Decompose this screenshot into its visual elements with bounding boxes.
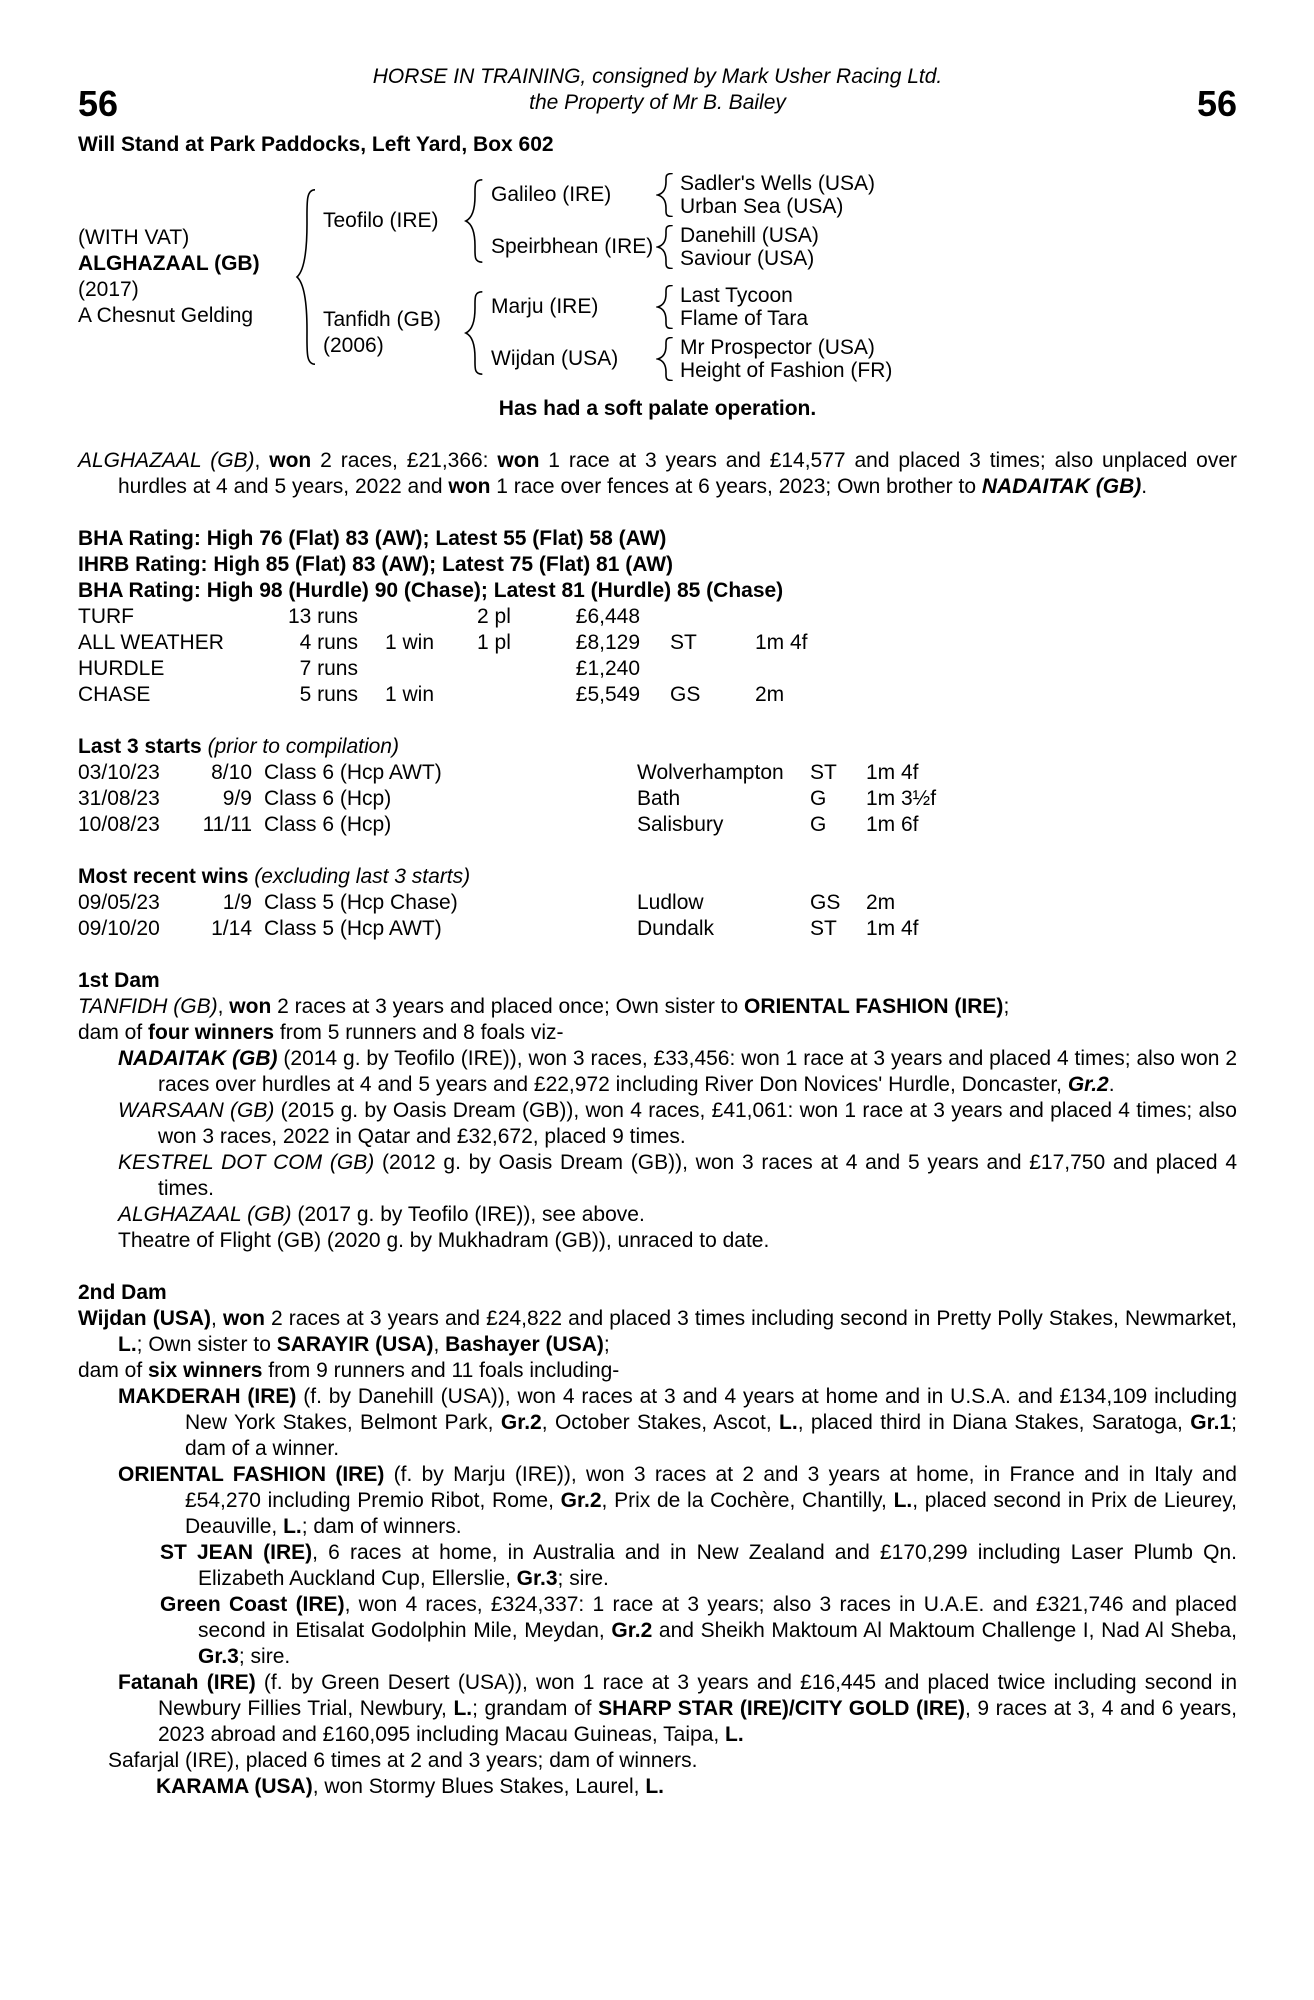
brace-icon (656, 173, 676, 217)
distance-cell: 1m 4f (866, 761, 919, 784)
going-cell: GS (670, 683, 701, 706)
surface-cell: ALL WEATHER (78, 631, 224, 654)
wins-cell (358, 604, 477, 630)
going-cell (640, 604, 755, 630)
going-cell: GS (810, 891, 841, 914)
section-title: Most recent wins (78, 865, 249, 888)
class-cell: Class 5 (Hcp Chase) (264, 891, 458, 914)
produce-summary-line: dam of four winners from 5 runners and 8 foals viz- (78, 1021, 564, 1044)
progeny-entry: WARSAAN (GB) (2015 g. by Oasis Dream (GB)), won 4 races, £41,061: won 1 race at 3 years and placed 4 times; also won 3 races, 2022 in Qatar and £32,672, placed 9 times. (118, 1099, 1237, 1148)
distance-cell (755, 656, 1237, 682)
distance-cell: 1m 6f (866, 813, 919, 836)
track-cell: Salisbury (637, 813, 724, 836)
great-grandparents (676, 172, 875, 218)
distance-cell: 1m 4f (866, 917, 919, 940)
surface-cell: CHASE (78, 683, 151, 706)
runs-cell: 5 runs (299, 683, 358, 706)
class-cell: Class 6 (Hcp) (264, 787, 392, 810)
last-3-starts-heading (78, 734, 1237, 760)
class-cell: Class 6 (Hcp AWT) (264, 761, 442, 784)
places-cell: 2 pl (477, 605, 511, 628)
brace-icon (656, 285, 676, 329)
brace-icon (464, 291, 486, 375)
track-cell: Ludlow (637, 891, 704, 914)
horse-name: ALGHAZAAL (GB) (78, 252, 260, 275)
runs-cell: 13 runs (287, 605, 358, 628)
date-cell: 09/10/20 (78, 917, 160, 940)
progeny-entry: KARAMA (USA), won Stormy Blues Stakes, Laurel, L. (156, 1775, 665, 1798)
most-recent-wins-table (78, 890, 1237, 942)
track-cell: Wolverhampton (637, 761, 784, 784)
rating-line: BHA Rating: High 98 (Hurdle) 90 (Chase); Latest 81 (Hurdle) 85 (Chase) (78, 579, 784, 602)
great-grandsire-name: Mr Prospector (USA) (680, 336, 875, 359)
great-grandparents (676, 284, 808, 330)
great-grandsire-name: Danehill (USA) (680, 224, 819, 247)
surface-cell: TURF (78, 605, 134, 628)
great-grandparents (676, 336, 892, 382)
lot-number-left: 56 (78, 83, 119, 124)
pedigree-parents (319, 172, 892, 382)
last-3-starts-section (78, 734, 1237, 838)
distance-cell: 2m (866, 891, 896, 914)
page-header (78, 64, 1237, 124)
progeny-entry: Theatre of Flight (GB) (2020 g. by Mukhadram (GB)), unraced to date. (118, 1229, 770, 1252)
earnings-cell: £5,549 (575, 683, 640, 706)
date-cell: 31/08/23 (78, 787, 160, 810)
brace-icon (464, 179, 486, 263)
date-cell: 03/10/23 (78, 761, 160, 784)
lot-number-right: 56 (1196, 83, 1237, 124)
dam-name: Tanfidh (GB) (323, 308, 441, 331)
distance-cell (755, 604, 1237, 630)
progeny-entry: ALGHAZAAL (GB) (2017 g. by Teofilo (IRE)), see above. (118, 1203, 645, 1226)
grandsire-group (486, 284, 892, 330)
section-title: Last 3 starts (78, 735, 202, 758)
dam-grandparents (486, 284, 892, 382)
most-recent-wins-section (78, 864, 1237, 942)
progeny-entry: ST JEAN (IRE), 6 races at home, in Australia and in New Zealand and £170,299 including Laser Plumb Qn. Elizabeth Auckland Cup, Ellerslie, Gr.3; sire. (160, 1541, 1237, 1590)
date-cell: 09/05/23 (78, 891, 160, 914)
places-cell (477, 656, 560, 682)
earnings-cell: £1,240 (575, 657, 640, 680)
race-summary-paragraph: ALGHAZAAL (GB), won 2 races, £21,366: won 1 race at 3 years and £14,577 and placed 3 times; also unplaced over hurdles at 4 and 5 years, 2022 and won 1 race over fences at 6 years, 2023; Own brother to NADAITAK (GB). (78, 449, 1237, 498)
wins-cell (358, 656, 477, 682)
great-grandparents (676, 224, 819, 270)
progeny-entry: KESTREL DOT COM (GB) (2012 g. by Oasis Dream (GB)), won 3 races at 4 and 5 years and £17,750 and placed 4 times. (118, 1151, 1237, 1200)
position-cell: 9/9 (222, 787, 252, 810)
sire-grandparents (486, 172, 875, 270)
position-cell: 11/11 (202, 813, 252, 836)
progeny-entry: NADAITAK (GB) (2014 g. by Teofilo (IRE)), won 3 races, £33,456: won 1 race at 3 years and placed 4 times; also won 2 races over hurdles at 4 and 5 years and £22,972 including River Don Novices' Hurdle, Doncaster, Gr.2. (118, 1047, 1237, 1096)
dam-record-paragraph: Wijdan (USA), won 2 races at 3 years and £24,822 and placed 3 times including second in Pretty Polly Stakes, Newmarket, L.; Own sister to SARAYIR (USA), Bashayer (USA); (78, 1307, 1237, 1356)
produce-summary-line: dam of six winners from 9 runners and 11 foals including- (78, 1359, 620, 1382)
progeny-entry: Fatanah (IRE) (f. by Green Desert (USA)), won 1 race at 3 years and £16,445 and placed twice including second in Newbury Fillies Trial, Newbury, L.; grandam of SHARP STAR (IRE)/CITY GOLD (IRE), 9 races at 3, 4 and 6 years, 2023 abroad and £160,095 including Macau Guineas, Taipa, L. (118, 1671, 1238, 1746)
going-cell: ST (670, 631, 697, 654)
distance-cell: 1m 3½f (866, 787, 937, 810)
going-cell: G (810, 813, 827, 836)
position-cell: 8/10 (211, 761, 252, 784)
progeny-entry: MAKDERAH (IRE) (f. by Danehill (USA)), won 4 races at 3 and 4 years at home and in U.S.A. and £134,109 including New York Stakes, Belmont Park, Gr.2, October Stakes, Ascot, L., placed third in Diana Stakes, Saratoga, Gr.1; dam of a winner. (118, 1385, 1237, 1460)
places-cell: 1 pl (477, 631, 511, 654)
granddam-group (486, 336, 892, 382)
going-cell: G (810, 787, 827, 810)
granddam-name: Wijdan (USA) (491, 347, 619, 370)
vat-note: (WITH VAT) (78, 226, 190, 249)
surface-cell: HURDLE (78, 657, 165, 680)
great-granddam-name: Height of Fashion (FR) (680, 359, 893, 382)
dam-cell (319, 307, 464, 359)
sire-name: Teofilo (IRE) (323, 209, 439, 232)
runs-cell: 7 runs (299, 657, 358, 680)
going-cell: ST (810, 917, 837, 940)
runs-cell: 4 runs (299, 631, 358, 654)
great-granddam-name: Urban Sea (USA) (680, 195, 844, 218)
wins-cell: 1 win (385, 631, 435, 654)
sire-group (319, 172, 892, 270)
great-grandsire-name: Sadler's Wells (USA) (680, 172, 875, 195)
ratings-block (78, 526, 1237, 604)
brace-icon (656, 225, 676, 269)
progeny-entry: Safarjal (IRE), placed 6 times at 2 and 3 years; dam of winners. (108, 1749, 698, 1772)
granddam-group (486, 224, 875, 270)
date-cell: 10/08/23 (78, 813, 160, 836)
earnings-cell: £8,129 (575, 631, 640, 654)
track-cell: Bath (637, 787, 681, 810)
grandsire-group (486, 172, 875, 218)
rating-line: BHA Rating: High 76 (Flat) 83 (AW); Latest 55 (Flat) 58 (AW) (78, 527, 667, 550)
earnings-cell: £6,448 (575, 605, 640, 628)
class-cell: Class 6 (Hcp) (264, 813, 392, 836)
second-dam-section (78, 1280, 1237, 1800)
going-cell: ST (810, 761, 837, 784)
position-cell: 1/14 (211, 917, 252, 940)
grandsire-name: Marju (IRE) (491, 295, 599, 318)
class-cell: Class 5 (Hcp AWT) (264, 917, 442, 940)
last-3-starts-table (78, 760, 1237, 838)
great-grandsire-name: Last Tycoon (680, 284, 793, 307)
stand-location-line: Will Stand at Park Paddocks, Left Yard, Box 602 (78, 133, 554, 156)
property-line: the Property of Mr B. Bailey (529, 91, 786, 114)
dam-year: (2006) (323, 334, 384, 357)
record-by-surface-table (78, 604, 1237, 708)
track-cell: Dundalk (637, 917, 715, 940)
distance-cell: 2m (755, 683, 785, 706)
sire-cell (319, 208, 464, 234)
brace-icon (656, 337, 676, 381)
soft-palate-note: Has had a soft palate operation. (498, 397, 817, 420)
great-granddam-name: Saviour (USA) (680, 247, 815, 270)
brace-icon (295, 188, 319, 366)
consignor-line: HORSE IN TRAINING, consigned by Mark Usher Racing Ltd. (372, 65, 943, 88)
progeny-entry: ORIENTAL FASHION (IRE) (f. by Marju (IRE)), won 3 races at 2 and 3 years at home, in France and in Italy and £54,270 including Premio Ribot, Rome, Gr.2, Prix de la Cochère, Chantilly, L., placed second in Prix de Lieurey, Deauville, L.; dam of winners. (118, 1463, 1238, 1538)
foaling-year: (2017) (78, 278, 139, 301)
progeny-entry: Green Coast (IRE), won 4 races, £324,337: 1 race at 3 years; also 3 races in U.A.E. and £321,746 and placed second in Etisalat Godolphin Mile, Meydan, Gr.2 and Sheikh Maktoum Al Maktoum Challenge I, Nad Al Sheba, Gr.3; sire. (160, 1593, 1237, 1668)
great-granddam-name: Flame of Tara (680, 307, 808, 330)
first-dam-section (78, 968, 1237, 1254)
grandsire-name: Galileo (IRE) (491, 183, 612, 206)
most-recent-wins-heading (78, 864, 1237, 890)
section-note: (prior to compilation) (207, 735, 399, 758)
first-dam-heading: 1st Dam (78, 969, 160, 992)
dam-group (319, 284, 892, 382)
places-cell (477, 682, 560, 708)
distance-cell: 1m 4f (755, 631, 808, 654)
second-dam-heading: 2nd Dam (78, 1281, 167, 1304)
going-cell (640, 656, 755, 682)
rating-line: IHRB Rating: High 85 (Flat) 83 (AW); Latest 75 (Flat) 81 (AW) (78, 553, 674, 576)
section-note: (excluding last 3 starts) (254, 865, 471, 888)
pedigree-table (78, 168, 1237, 386)
granddam-name: Speirbhean (IRE) (491, 235, 654, 258)
pedigree-subject (78, 225, 295, 329)
wins-cell: 1 win (385, 683, 435, 706)
dam-record-paragraph: TANFIDH (GB), won 2 races at 3 years and placed once; Own sister to ORIENTAL FASHION (IRE); (78, 995, 1010, 1018)
position-cell: 1/9 (222, 891, 252, 914)
horse-description: A Chesnut Gelding (78, 304, 254, 327)
